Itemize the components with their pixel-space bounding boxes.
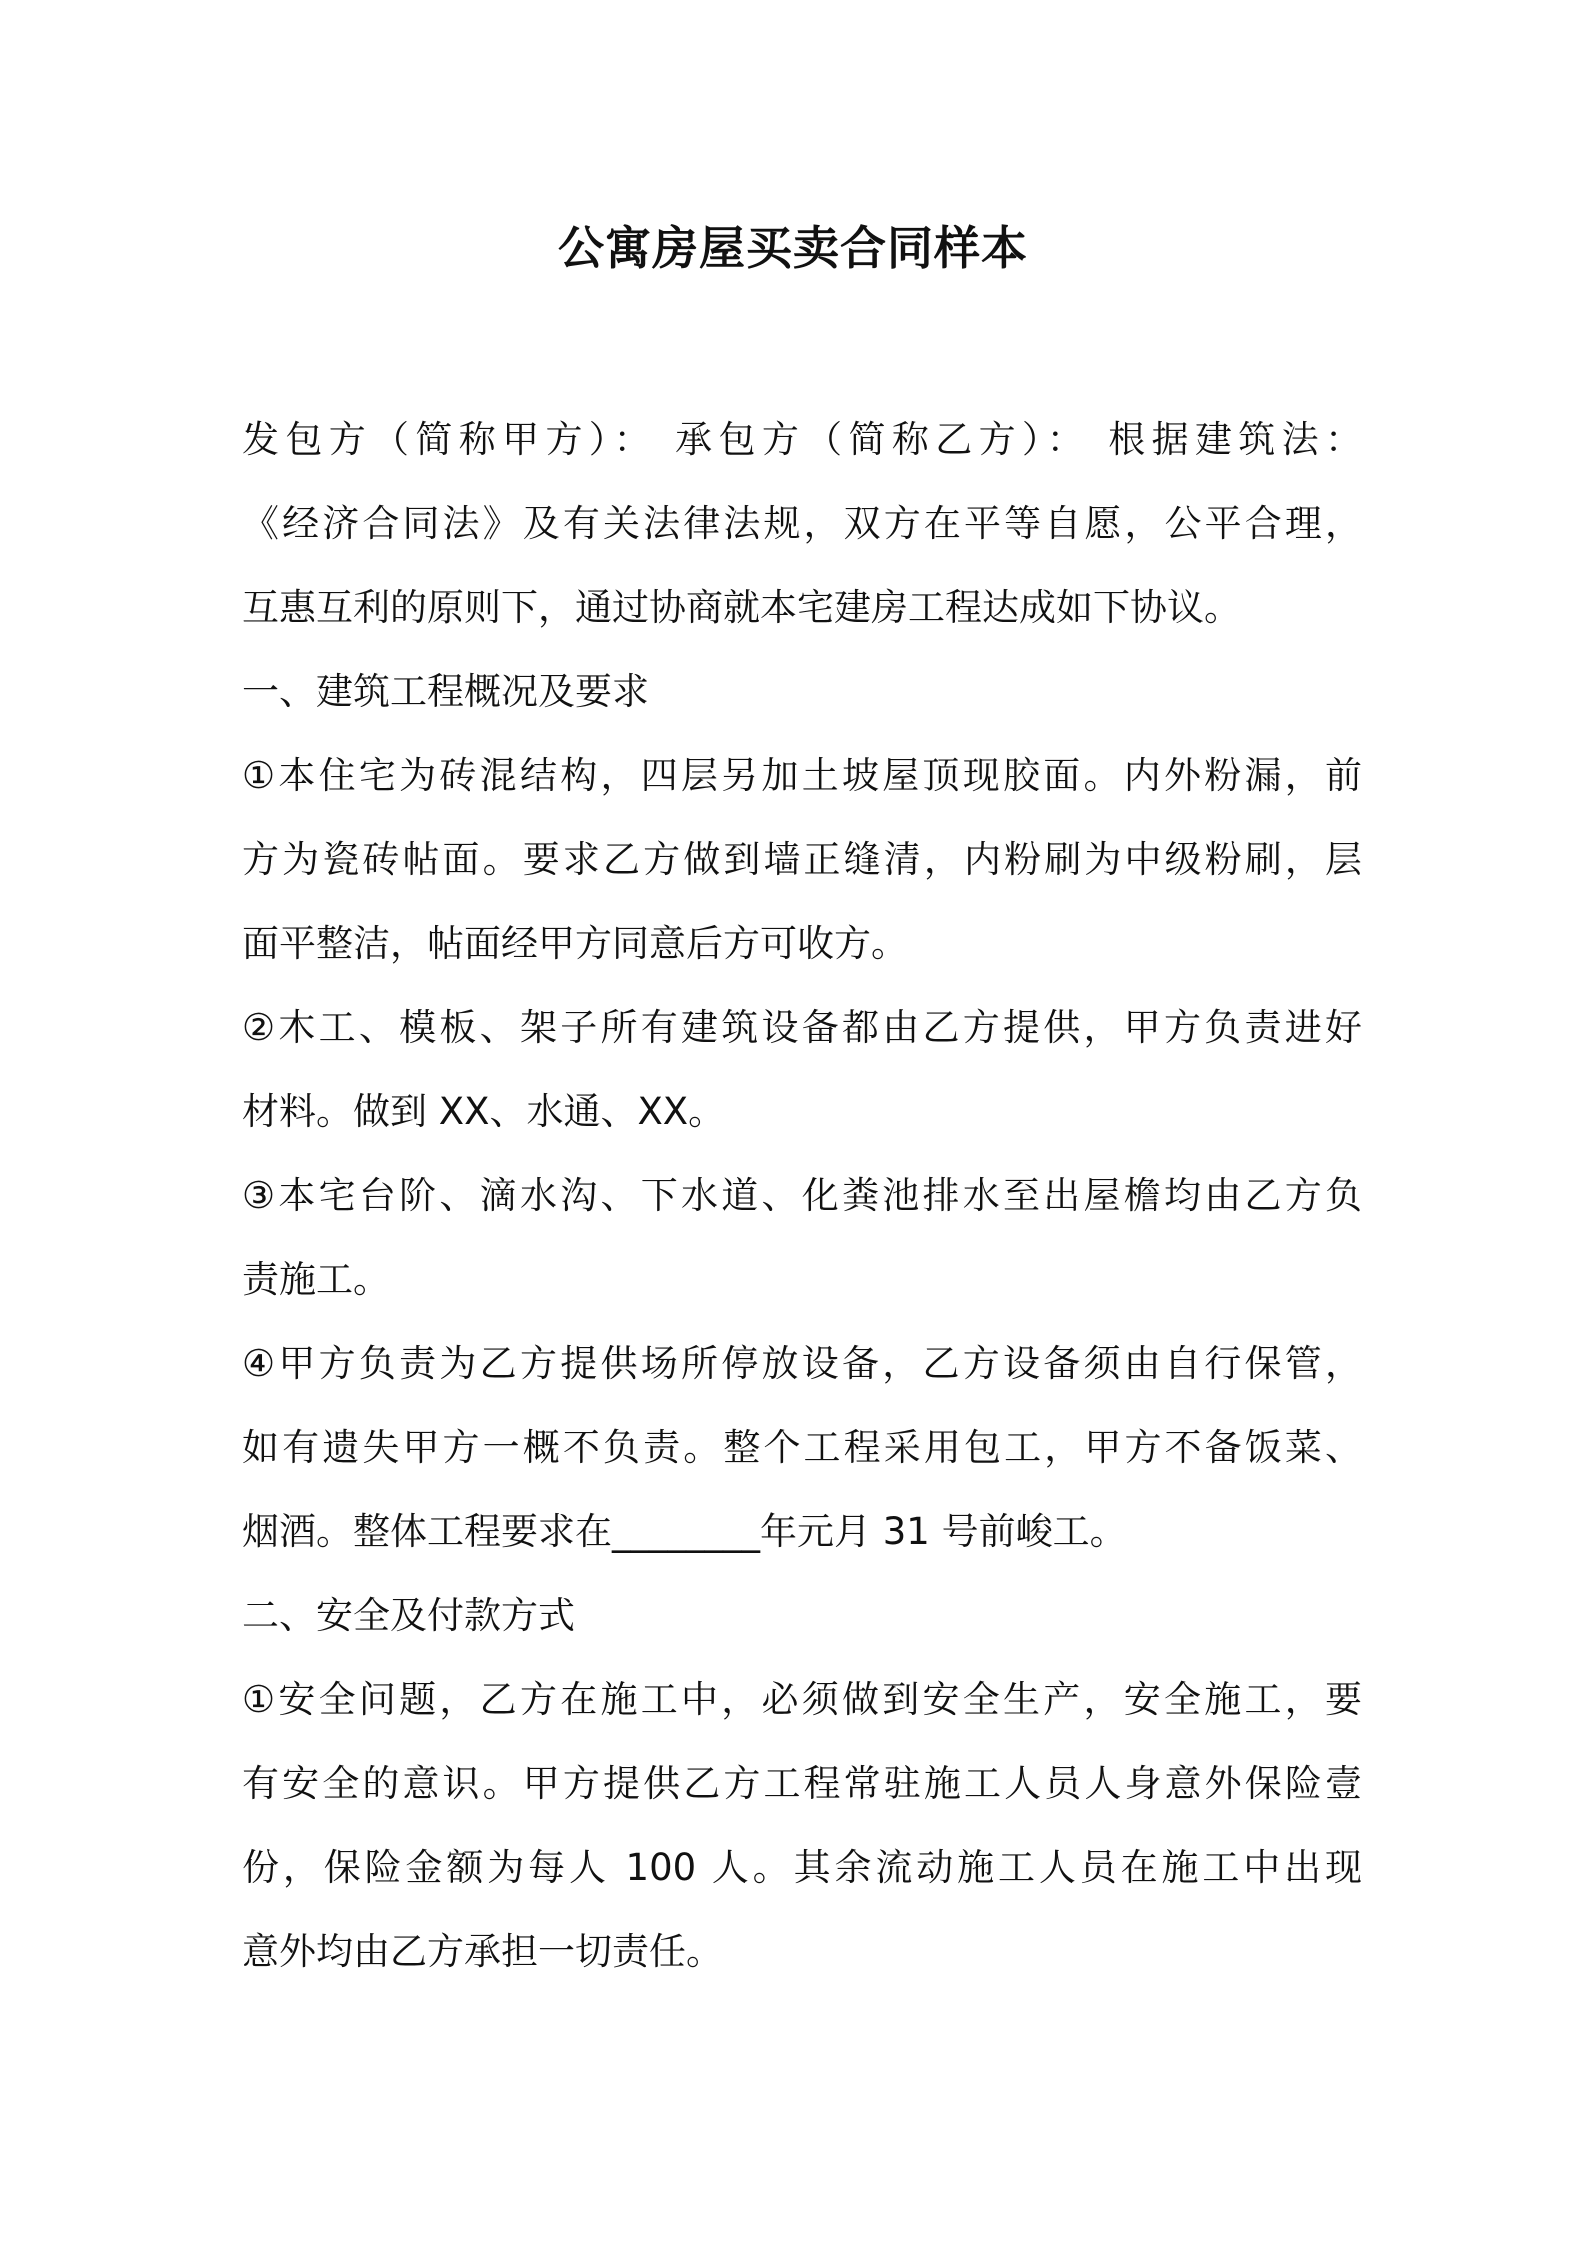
body-line: 意外均由乙方承担一切责任。 [242,1930,723,1973]
body-line: ④甲方负责为乙方提供场所停放设备，乙方设备须由自行保管， [242,1342,1362,1385]
body-line: ①本住宅为砖混结构，四层另加土坡屋顶现胶面。内外粉漏，前 [242,754,1362,797]
body-line: 份，保险金额为每人 100 人。其余流动施工人员在施工中出现 [242,1846,1362,1889]
body-line: 责施工。 [242,1258,390,1301]
body-line: 互惠互利的原则下，通过协商就本宅建房工程达成如下协议。 [242,586,1241,629]
body-line: 方为瓷砖帖面。要求乙方做到墙正缝清，内粉刷为中级粉刷，层 [242,838,1362,881]
body-line: ②木工、模板、架子所有建筑设备都由乙方提供，甲方负责进好 [242,1006,1362,1049]
body-line: 如有遗失甲方一概不负责。整个工程采用包工，甲方不备饭菜、 [242,1426,1362,1469]
body-line: 材料。做到 XX、水通、XX。 [242,1090,726,1133]
body-line: 面平整洁，帖面经甲方同意后方可收方。 [242,922,908,965]
document-title: 公寓房屋买卖合同样本 [558,221,1028,275]
body-line: 发包方（简称甲方）： 承包方（简称乙方）： 根据建筑法： [242,418,1362,461]
body-line: 二、安全及付款方式 [242,1594,575,1637]
body-line: 有安全的意识。甲方提供乙方工程常驻施工人员人身意外保险壹 [242,1762,1362,1805]
body-line: 一、建筑工程概况及要求 [242,670,649,713]
document-body [242,398,1362,1994]
body-line: 烟酒。整体工程要求在________年元月 31 号前峻工。 [242,1510,1127,1553]
body-line: ③本宅台阶、滴水沟、下水道、化粪池排水至出屋檐均由乙方负 [242,1174,1362,1217]
body-line: 《经济合同法》及有关法律法规，双方在平等自愿，公平合理， [242,502,1362,545]
body-line: ①安全问题，乙方在施工中，必须做到安全生产，安全施工，要 [242,1678,1362,1721]
